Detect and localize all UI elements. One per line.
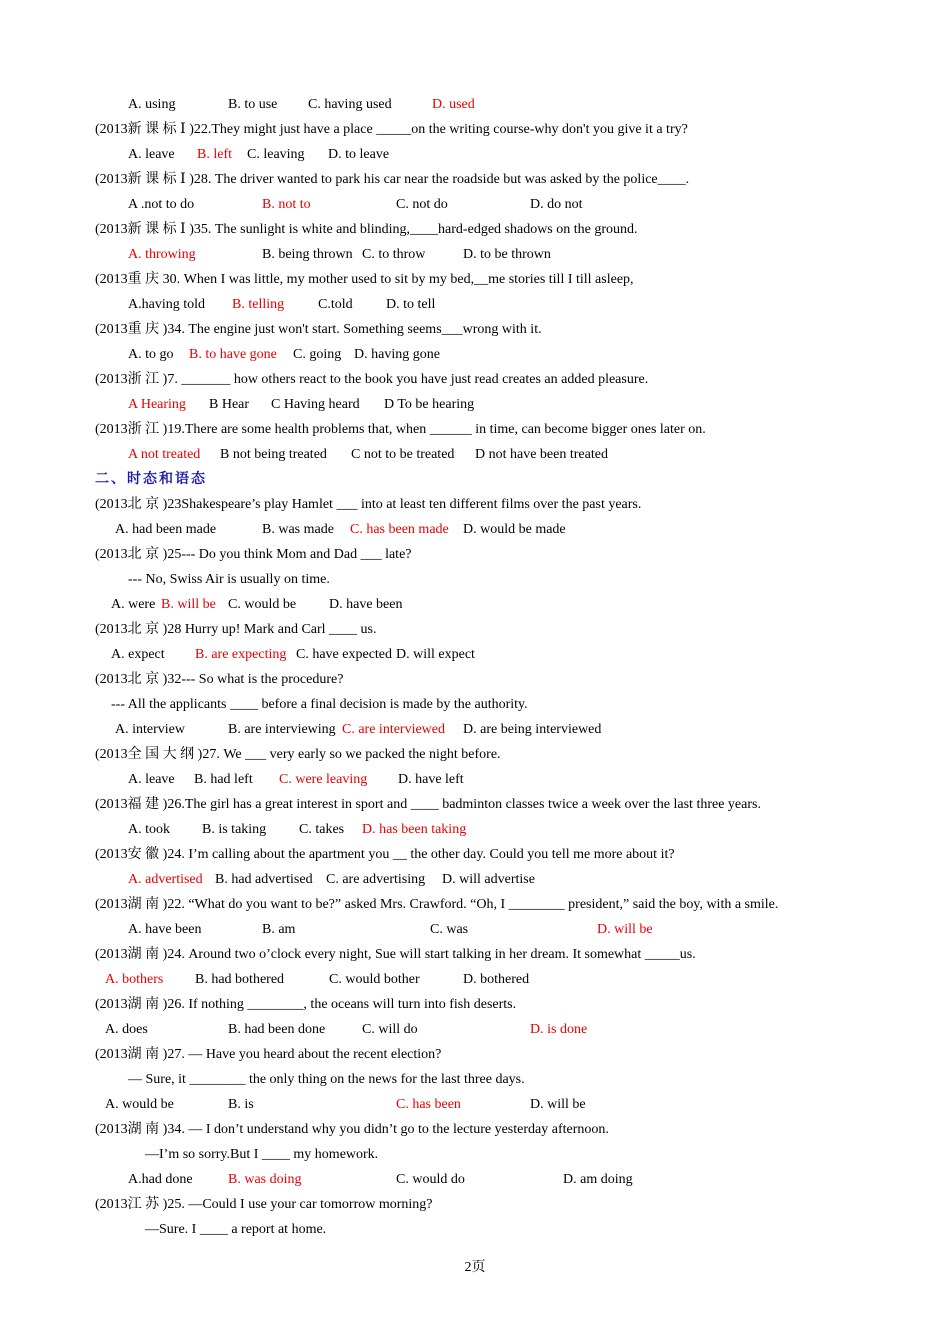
text-segment: D. will be [530,1097,586,1112]
text-segment: A. does [105,1022,148,1037]
text-line [0,295,950,315]
text-line [0,820,950,840]
text-line [0,770,950,790]
text-segment: A.had done [128,1172,193,1187]
text-line [0,795,950,815]
text-segment: (2013福 建 )26.The girl has a great interest in sport and ____ badminton classes twice a week over the last three years. [95,797,761,812]
answer-option: A. bothers [105,972,164,987]
text-segment: A. interview [115,722,185,737]
text-line [0,445,950,465]
text-line [0,695,950,715]
text-segment: D. would be made [463,522,566,537]
text-segment: (2013北 京 )28 Hurry up! Mark and Carl ____ us. [95,622,377,637]
text-segment: (2013北 京 )23Shakespeare’s play Hamlet ___ into at least ten different films over the past years. [95,497,642,512]
text-segment: A .not to do [128,197,195,212]
text-segment: D. to tell [386,297,436,312]
text-line [0,170,950,190]
text-segment: C. leaving [247,147,305,162]
text-segment: C. would be [228,597,297,612]
text-segment: (2013新 课 标 Ⅰ )35. The sunlight is white and blinding,____hard-edged shadows on the ground. [95,222,638,237]
text-line [0,945,950,965]
text-segment: B Hear [209,397,250,412]
answer-option: D. is done [530,1022,588,1037]
text-segment: B. is [228,1097,254,1112]
text-segment: B. to use [228,97,278,112]
text-segment: D. do not [530,197,583,212]
text-segment: --- No, Swiss Air is usually on time. [128,572,330,587]
text-segment: A. had been made [115,522,217,537]
text-segment: (2013湖 南 )34. — I don’t understand why you didn’t go to the lecture yesterday afternoon. [95,1122,609,1137]
text-segment: B. are interviewing [228,722,336,737]
text-segment: A. were [111,597,156,612]
text-segment: A. expect [111,647,165,662]
text-segment: C not to be treated [351,447,455,462]
text-segment: (2013江 苏 )25. —Could I use your car tomorrow morning? [95,1197,433,1212]
text-line [0,95,950,115]
answer-option: A Hearing [128,397,186,412]
text-segment: B. had been done [228,1022,326,1037]
text-segment: C. will do [362,1022,418,1037]
text-line [0,270,950,290]
text-segment: D. have been [329,597,403,612]
text-line [0,720,950,740]
text-segment: A. leave [128,772,175,787]
text-segment: —Sure. I ____ a report at home. [145,1222,327,1237]
text-line [0,420,950,440]
page-number: 2页 [464,1260,486,1275]
answer-option: B. not to [262,197,311,212]
text-segment: (2013新 课 标 Ⅰ )28. The driver wanted to park his car near the roadside but was asked by the police____. [95,172,690,187]
text-segment: D. to be thrown [463,247,551,262]
answer-option: B. telling [232,297,285,312]
text-segment: A. have been [128,922,202,937]
text-segment: B. was made [262,522,334,537]
text-segment: C. was [430,922,469,937]
text-segment: (2013浙 江 )19.There are some health problems that, when ______ in time, can become bigger ones later on. [95,422,706,437]
text-segment: C. going [293,347,342,362]
text-line [0,595,950,615]
text-line [0,1195,950,1215]
text-segment: C. having used [308,97,392,112]
text-segment: D To be hearing [384,397,475,412]
answer-option: C. has been made [350,522,449,537]
answer-option: D. will be [597,922,653,937]
answer-option: A. advertised [128,872,203,887]
text-segment: D not have been treated [475,447,608,462]
text-segment: A. using [128,97,176,112]
text-segment: D. will expect [396,647,475,662]
text-line [0,1220,950,1240]
text-segment: C. would bother [329,972,420,987]
answer-option: D. used [432,97,475,112]
text-segment: (2013湖 南 )24. Around two o’clock every night, Sue will start talking in her dream. It somewhat _____us. [95,947,696,962]
text-line [0,470,950,490]
text-segment: B. is taking [202,822,267,837]
text-segment: (2013湖 南 )27. — Have you heard about the recent election? [95,1047,442,1062]
text-line [0,220,950,240]
answer-option: A not treated [128,447,201,462]
text-line [0,895,950,915]
text-segment: D. to leave [328,147,390,162]
text-line [0,545,950,565]
text-line [0,245,950,265]
text-segment: (2013北 京 )25--- Do you think Mom and Dad ___ late? [95,547,412,562]
text-segment: B. being thrown [262,247,353,262]
text-segment: B. am [262,922,296,937]
text-line [0,1070,950,1090]
answer-option: B. will be [161,597,216,612]
text-line [0,670,950,690]
text-line [0,345,950,365]
text-line [0,620,950,640]
text-line [0,845,950,865]
text-segment: (2013浙 江 )7. _______ how others react to the book you have just read creates an added pleasure. [95,372,649,387]
text-segment: —I’m so sorry.But I ____ my homework. [145,1147,379,1162]
text-segment: B. had bothered [195,972,285,987]
text-segment: C. to throw [362,247,426,262]
text-line [0,920,950,940]
text-segment: C. not do [396,197,448,212]
text-segment: C Having heard [271,397,360,412]
text-segment: D. am doing [563,1172,633,1187]
answer-option: A. throwing [128,247,196,262]
text-line [0,995,950,1015]
text-segment: (2013全 国 大 纲 )27. We ___ very early so we packed the night before. [95,747,501,762]
text-segment: D. bothered [463,972,530,987]
text-segment: A. leave [128,147,175,162]
text-segment: D. have left [398,772,464,787]
text-line [0,1045,950,1065]
text-segment: D. will advertise [442,872,535,887]
answer-option: D. has been taking [362,822,467,837]
text-segment: C. would do [396,1172,465,1187]
text-segment: C.told [318,297,353,312]
text-segment: C. are advertising [326,872,426,887]
answer-option: B. are expecting [195,647,287,662]
text-line [0,1120,950,1140]
text-segment: — Sure, it ________ the only thing on the news for the last three days. [128,1072,525,1087]
text-line [0,1145,950,1165]
text-line [0,195,950,215]
text-segment: A. would be [105,1097,174,1112]
text-segment: A. took [128,822,170,837]
text-line [0,970,950,990]
text-segment: --- All the applicants ____ before a final decision is made by the authority. [111,697,528,712]
text-line [0,745,950,765]
section-heading: 二、时态和语态 [95,472,207,487]
text-segment: C. takes [299,822,345,837]
text-line [0,870,950,890]
text-segment: A.having told [128,297,205,312]
answer-option: B. was doing [228,1172,302,1187]
text-line [0,1020,950,1040]
text-segment: (2013重 庆 )34. The engine just won't start. Something seems___wrong with it. [95,322,542,337]
text-segment: D. are being interviewed [463,722,602,737]
answer-option: C. are interviewed [342,722,446,737]
text-line [0,120,950,140]
text-line [0,495,950,515]
text-line [0,1170,950,1190]
text-segment: (2013湖 南 )26. If nothing ________, the oceans will turn into fish deserts. [95,997,517,1012]
answer-option: B. left [197,147,232,162]
answer-option: C. has been [396,1097,461,1112]
text-segment: D. having gone [354,347,440,362]
text-line [0,1095,950,1115]
text-segment: (2013安 徽 )24. I’m calling about the apartment you __ the other day. Could you tell me more about it? [95,847,675,862]
text-line [0,520,950,540]
text-segment: B not being treated [220,447,327,462]
text-segment: B. had left [194,772,253,787]
text-segment: (2013重 庆 30. When I was little, my mother used to sit by my bed,__me stories till I till asleep, [95,272,634,287]
text-segment: C. have expected [296,647,393,662]
text-segment: (2013湖 南 )22. “What do you want to be?” asked Mrs. Crawford. “Oh, I ________ president,” said the boy, with a smile. [95,897,779,912]
text-line [0,145,950,165]
text-line [0,320,950,340]
text-segment: (2013新 课 标 Ⅰ )22.They might just have a place _____on the writing course-why don't you give it a try? [95,122,688,137]
answer-option: B. to have gone [189,347,277,362]
text-segment: (2013北 京 )32--- So what is the procedure? [95,672,344,687]
answer-option: C. were leaving [279,772,368,787]
text-segment: B. had advertised [215,872,313,887]
text-line [0,370,950,390]
text-line [0,570,950,590]
text-segment: A. to go [128,347,174,362]
text-line [0,645,950,665]
text-line [0,395,950,415]
